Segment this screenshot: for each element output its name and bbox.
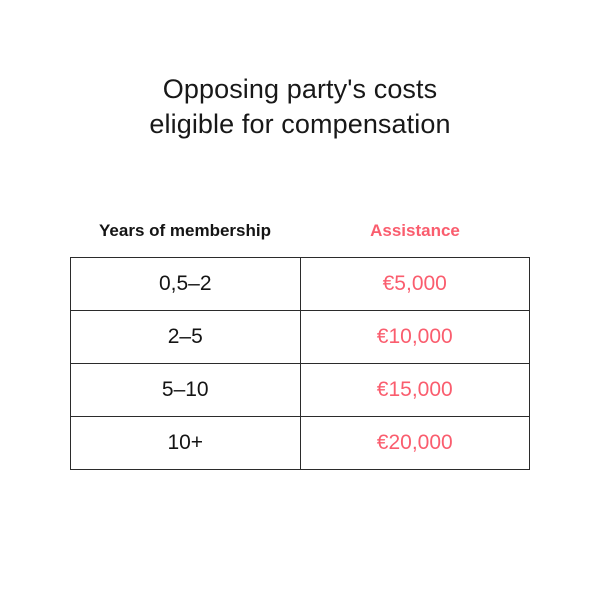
table-body [70,257,530,470]
cell-years: 0,5–2 [71,258,301,311]
cell-assistance: €15,000 [300,364,530,417]
page-title-line-2: eligible for compensation [149,109,451,139]
cell-years: 10+ [71,417,301,470]
cell-assistance: €20,000 [300,417,530,470]
table-row [71,364,530,417]
page-title-line-1: Opposing party's costs [162,74,438,104]
table-row [71,311,530,364]
table-row [71,258,530,311]
table-row [71,417,530,470]
cell-years: 2–5 [71,311,301,364]
cost-table [70,205,530,470]
cell-assistance: €5,000 [300,258,530,311]
table-header-row [70,205,530,257]
page-title [0,72,600,142]
column-header-assistance: Assistance [370,221,460,240]
column-header-years: Years of membership [99,221,271,240]
cell-assistance: €10,000 [300,311,530,364]
cell-years: 5–10 [71,364,301,417]
